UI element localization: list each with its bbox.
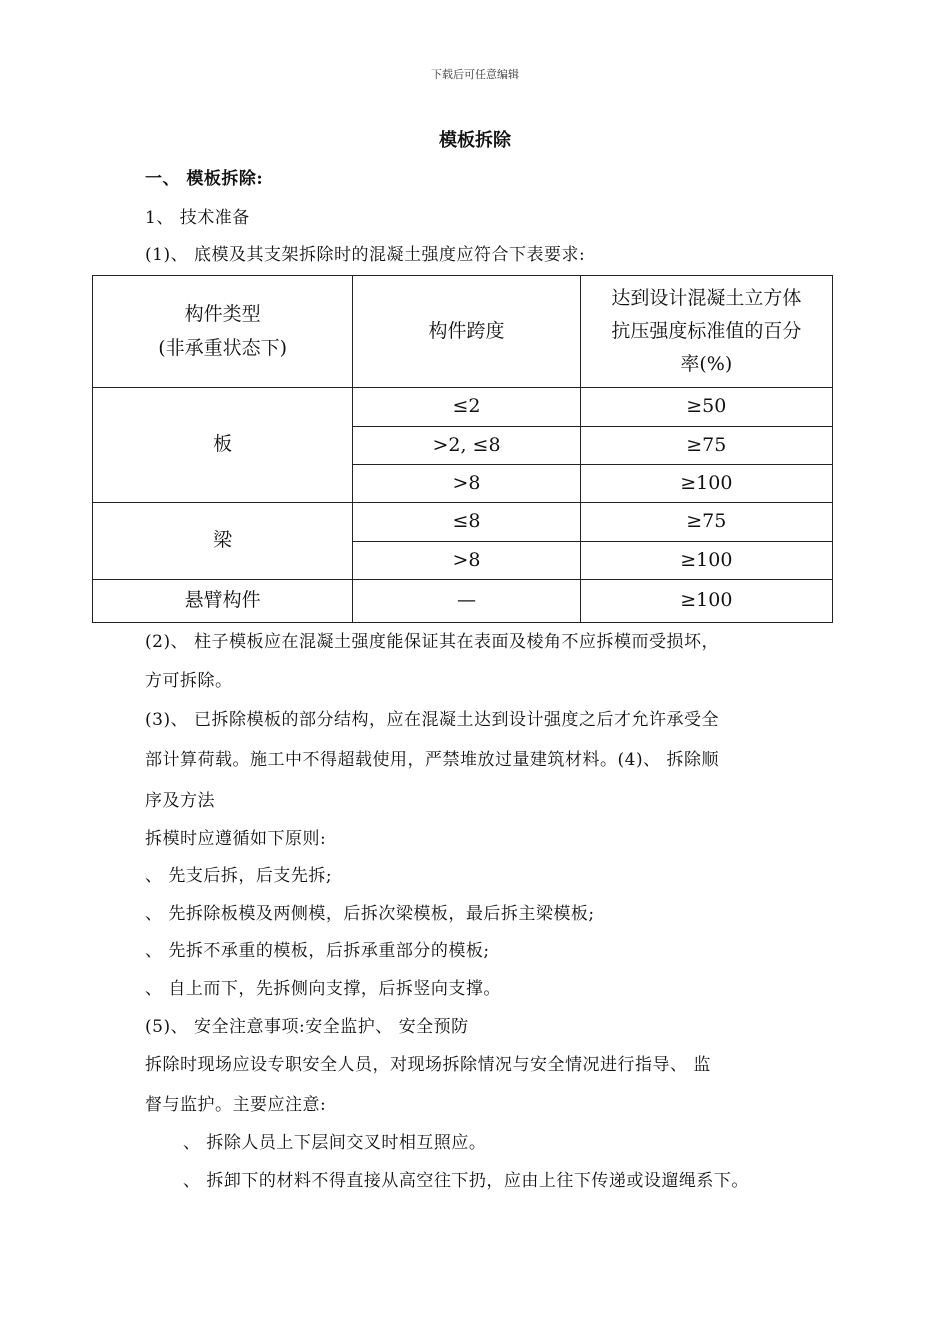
span-cell: >8 <box>353 542 580 580</box>
header-type-line2: (非承重状态下) <box>158 336 288 359</box>
percent-cell: ≥100 <box>580 542 832 580</box>
percent-cell: ≥100 <box>580 465 832 503</box>
list-item: 、 先拆除板模及两侧模，后拆次梁模板，最后拆主梁模板; <box>145 904 595 924</box>
header-type-line1: 构件类型 <box>184 303 261 326</box>
document-title: 模板拆除 <box>439 130 511 151</box>
safety-item: 、 拆除人员上下层间交叉时相互照应。 <box>183 1133 487 1153</box>
header-watermark: 下载后可任意编辑 <box>431 68 519 81</box>
list-item: 、 先支后拆，后支先拆; <box>145 866 333 886</box>
header-percent-line2: 抗压强度标准值的百分 <box>611 319 802 342</box>
strength-table <box>92 275 833 623</box>
paragraph-1: (1)、 底模及其支架拆除时的混凝土强度应符合下表要求: <box>145 245 586 265</box>
table-row <box>93 580 833 623</box>
paragraph-3-line2: 部计算荷载。施工中不得超载使用，严禁堆放过量建筑材料。(4)、 拆除顺 <box>145 750 719 770</box>
percent-cell: ≥75 <box>580 427 832 465</box>
table-row <box>93 503 833 542</box>
percent-cell: ≥100 <box>580 580 832 623</box>
type-cell-cantilever: 悬臂构件 <box>93 580 353 623</box>
safety-item: 、 拆卸下的材料不得直接从高空往下扔，应由上往下传递或设遛绳系下。 <box>183 1171 749 1191</box>
principles-intro: 拆模时应遵循如下原则: <box>145 829 327 849</box>
header-cell-span: 构件跨度 <box>353 276 580 388</box>
safety-paragraph-line1: 拆除时现场应设专职安全人员，对现场拆除情况与安全情况进行指导、 监 <box>145 1055 711 1075</box>
span-cell: — <box>353 580 580 623</box>
table-header-row <box>93 276 833 388</box>
span-cell: ≤2 <box>353 388 580 427</box>
header-percent-line3: 率(%) <box>680 353 733 376</box>
span-cell: ≤8 <box>353 503 580 542</box>
header-cell-type <box>93 276 353 388</box>
percent-cell: ≥50 <box>580 388 832 427</box>
span-cell: >8 <box>353 465 580 503</box>
header-percent-line1: 达到设计混凝土立方体 <box>611 286 802 309</box>
table-row <box>93 388 833 427</box>
list-item: 、 先拆不承重的模板，后拆承重部分的模板; <box>145 941 490 961</box>
section-heading: 一、 模板拆除: <box>145 169 264 189</box>
safety-paragraph-line2: 督与监护。主要应注意: <box>145 1095 327 1115</box>
type-cell-beam: 梁 <box>93 503 353 580</box>
percent-cell: ≥75 <box>580 503 832 542</box>
paragraph-2-line1: (2)、 柱子模板应在混凝土强度能保证其在表面及棱角不应拆模而受损坏， <box>145 632 719 652</box>
span-cell: >2, ≤8 <box>353 427 580 465</box>
header-cell-percent <box>580 276 832 388</box>
type-cell-slab: 板 <box>93 388 353 503</box>
subsection-heading: 1、 技术准备 <box>145 208 250 228</box>
paragraph-3-line1: (3)、 已拆除模板的部分结构，应在混凝土达到设计强度之后才允许承受全 <box>145 710 719 730</box>
paragraph-2-line2: 方可拆除。 <box>145 671 233 691</box>
safety-heading: (5)、 安全注意事项:安全监护、 安全预防 <box>145 1017 469 1037</box>
paragraph-3-line3: 序及方法 <box>145 791 215 811</box>
list-item: 、 自上而下，先拆侧向支撑，后拆竖向支撑。 <box>145 979 501 999</box>
